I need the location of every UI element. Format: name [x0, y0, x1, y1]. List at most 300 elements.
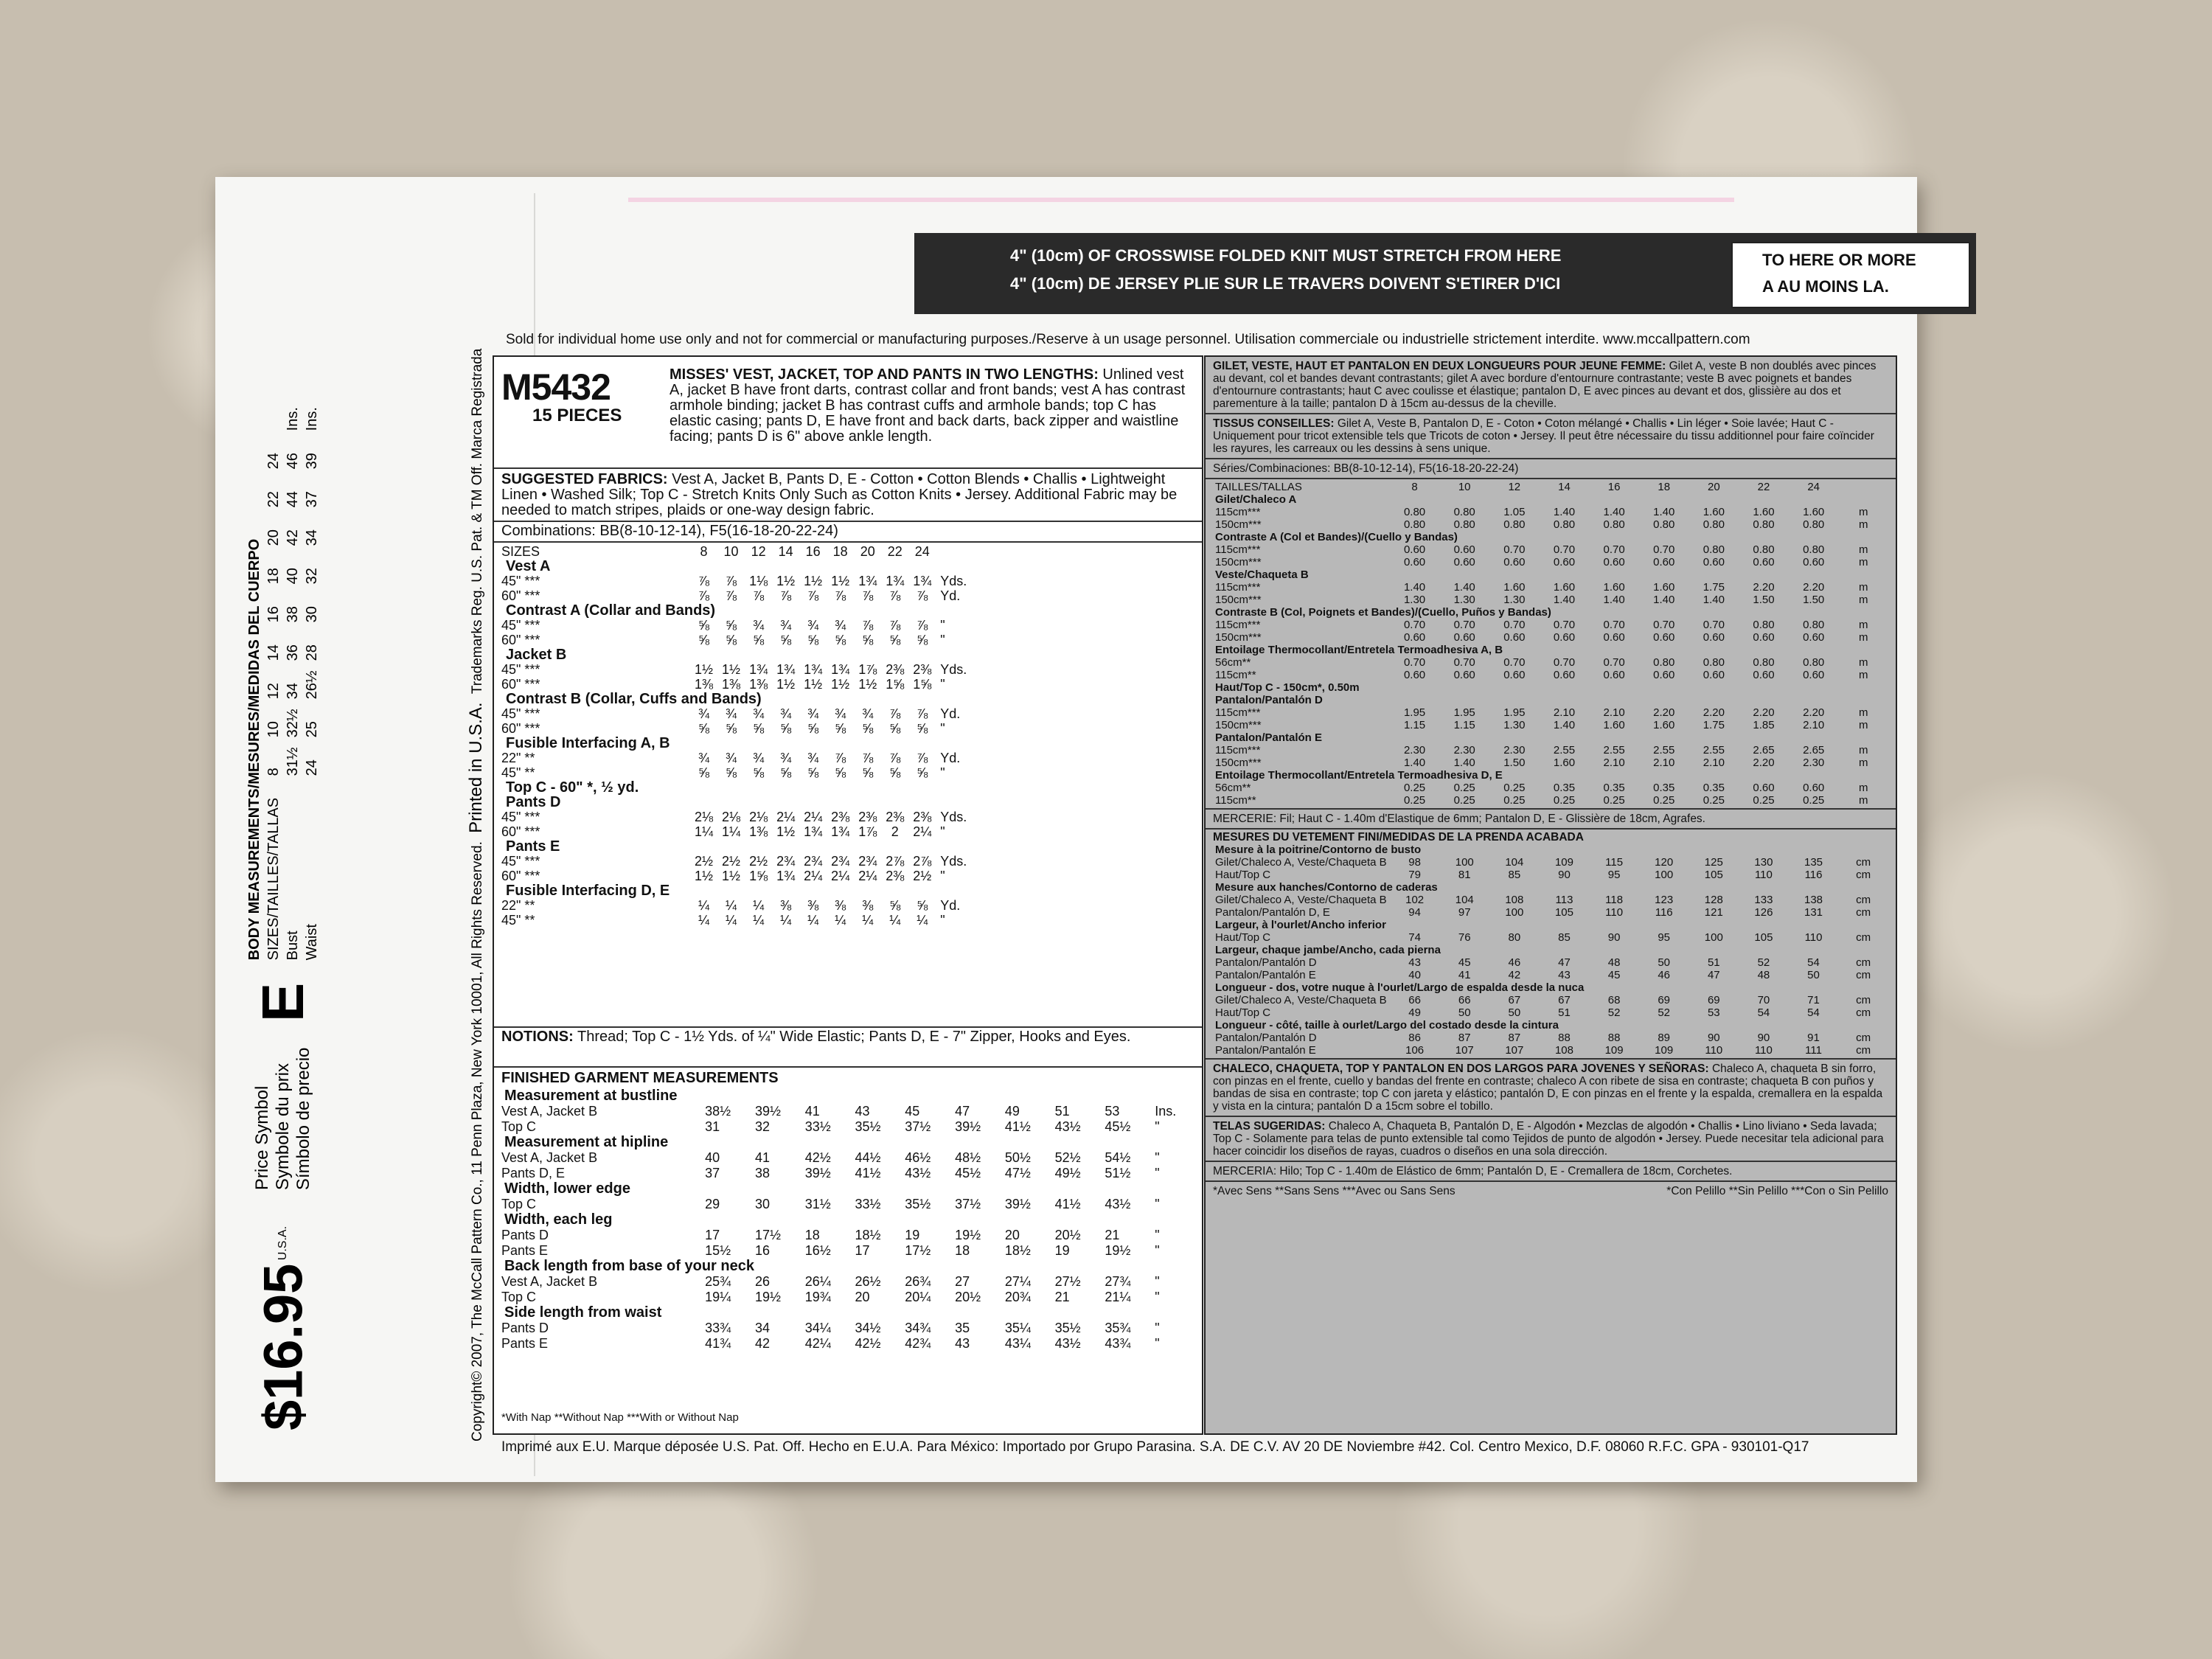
cell-value: 32 [754, 1119, 770, 1134]
group-label: Contrast A (Collar and Bands) [506, 602, 716, 619]
cell-value: 1⅝ [913, 677, 932, 692]
cell-value: ⅝ [780, 633, 792, 647]
cell-value: 0.25 [1453, 794, 1475, 807]
size-header: 12 [1508, 481, 1521, 493]
cell-value: ⅝ [889, 898, 901, 913]
cell-value: 17½ [905, 1243, 931, 1258]
price-symbol-fr: Symbole du prix [273, 1062, 293, 1191]
cell-value: 74 [1408, 931, 1421, 944]
row-unit: m [1858, 556, 1868, 568]
cell-value: ⅝ [780, 765, 792, 780]
table-row [1213, 794, 1888, 807]
table-row [1213, 594, 1888, 606]
cell-value: 107 [1455, 1044, 1474, 1057]
cell-value: ⅞ [862, 751, 874, 765]
cell-value: 1.75 [1703, 719, 1725, 731]
table-row [501, 869, 981, 883]
cell-value: 52 [1757, 956, 1770, 969]
fr-title: GILET, VESTE, HAUT ET PANTALON EN DEUX LONGUEURS POUR JEUNE FEMME: [1213, 360, 1666, 372]
cell-value: 0.70 [1603, 656, 1625, 669]
table-row [501, 913, 981, 928]
row-label: 150cm*** [1215, 631, 1262, 644]
cell-value: 120 [1655, 856, 1674, 869]
body-measure-row [304, 407, 320, 960]
body-measure-value: 14 [265, 644, 282, 661]
group-row [1213, 844, 1888, 856]
group-label: Measurement at hipline [504, 1134, 669, 1150]
cell-value: 0.80 [1703, 518, 1725, 531]
row-label: Pants D [501, 1321, 549, 1335]
fr-nap-note: *Avec Sens **Sans Sens ***Avec ou Sans Sens [1213, 1185, 1455, 1197]
cell-value: 1.40 [1603, 506, 1625, 518]
es-fabrics [1206, 1117, 1896, 1162]
cell-value: 50 [1508, 1006, 1521, 1019]
table-row [1213, 1044, 1888, 1057]
cell-value: 26¼ [804, 1274, 831, 1289]
row-unit: " [940, 677, 945, 692]
cell-value: 1⅜ [695, 677, 714, 692]
cell-value: 1⅜ [749, 677, 768, 692]
size-header: 8 [1411, 481, 1418, 493]
group-row [501, 1135, 1202, 1150]
cell-value: 2.20 [1753, 581, 1775, 594]
cell-value: ⅞ [917, 751, 928, 765]
cell-value: 1.60 [1553, 581, 1576, 594]
cell-value: 35½ [855, 1119, 881, 1134]
cell-value: ⅝ [889, 721, 901, 736]
body-measure-row [265, 431, 282, 960]
group-row [501, 1305, 1202, 1321]
cell-value: 0.60 [1753, 669, 1775, 681]
cell-value: 50 [1807, 969, 1820, 981]
cell-value: 2.10 [1653, 757, 1675, 769]
cell-value: 43¼ [1004, 1336, 1031, 1351]
row-label: Pants E [501, 1243, 549, 1258]
cell-value: 108 [1554, 1044, 1573, 1057]
row-label: Haut/Top C [1215, 1006, 1271, 1019]
body-measure-value: 34 [285, 683, 301, 700]
cell-value: 113 [1555, 894, 1573, 906]
row-unit: m [1858, 757, 1868, 769]
es-desc-text: Chaleco A, chaqueta B sin forro, con pinzas en el frente, cuello y bandas del frente en contraste; chaleco A con ribete de sisa en contraste; chaqueta B con puños y bandas de sisa en contraste; top C con jareta y elástico; pantalón D, E con pinzas en el frente y la espalda, cremallera en la espalda y vista en la cintura; pantalón D a 15cm sobre el tobillo. [1213, 1062, 1883, 1113]
cell-value: 18½ [855, 1228, 881, 1242]
fr-combinations: Séries/Combinaciones: BB(8-10-12-14), F5(16-18-20-22-24) [1206, 459, 1896, 479]
cell-value: 16½ [804, 1243, 831, 1258]
cell-value: 0.25 [1653, 794, 1675, 807]
cell-value: 2.55 [1653, 744, 1675, 757]
row-unit: m [1858, 594, 1868, 606]
cell-value: 0.60 [1553, 556, 1576, 568]
row-unit: Yd. [940, 706, 961, 721]
cell-value: ⅝ [889, 633, 901, 647]
cell-value: 102 [1405, 894, 1425, 906]
cell-value: 1.75 [1703, 581, 1725, 594]
row-label: 60" *** [501, 633, 540, 647]
cell-value: ⅞ [780, 588, 792, 603]
cell-value: 0.60 [1553, 669, 1576, 681]
table-row [501, 765, 981, 780]
cell-value: 76 [1458, 931, 1471, 944]
cell-value: 16 [754, 1243, 770, 1258]
cell-value: 0.60 [1603, 631, 1625, 644]
row-label: 115cm*** [1215, 706, 1261, 719]
row-label: 60" *** [501, 588, 540, 603]
cell-value: 123 [1655, 894, 1674, 906]
cell-value: 0.25 [1803, 794, 1825, 807]
cell-value: 110 [1605, 906, 1624, 919]
cell-value: 2¼ [858, 869, 877, 883]
cell-value: ⅝ [862, 633, 874, 647]
group-row [1213, 769, 1888, 782]
cell-value: 2⅜ [913, 810, 932, 824]
es-nap-note: *Con Pelillo **Sin Pelillo ***Con o Sin Pelillo [1666, 1185, 1888, 1197]
cell-value: 21 [1054, 1290, 1070, 1304]
group-label: Entoilage Thermocollant/Entretela Termoadhesiva A, B [1215, 644, 1503, 656]
cell-value: 0.60 [1403, 556, 1426, 568]
cell-value: 26 [754, 1274, 770, 1289]
cell-value: ⅞ [889, 706, 901, 721]
cell-value: 1.40 [1703, 594, 1725, 606]
cell-value: 71 [1807, 994, 1820, 1006]
cell-value: 46 [1658, 969, 1671, 981]
cell-value: ⅝ [698, 618, 710, 633]
cell-value: 1.60 [1503, 581, 1526, 594]
table-row [1213, 581, 1888, 594]
cell-value: 33½ [855, 1197, 881, 1211]
cell-value: 54 [1757, 1006, 1770, 1019]
row-label: Gilet/Chaleco A, Veste/Chaqueta B [1215, 894, 1387, 906]
cell-value: 46½ [905, 1150, 931, 1165]
cell-value: 87 [1508, 1032, 1521, 1044]
cell-value: 2¼ [913, 824, 932, 839]
fr-finished [1206, 830, 1896, 1060]
cell-value: ¾ [780, 751, 792, 765]
table-row [501, 618, 981, 633]
cell-value: 1.30 [1453, 594, 1475, 606]
cell-value: 86 [1408, 1032, 1421, 1044]
cell-value: ⅜ [862, 898, 874, 913]
cell-value: 2½ [695, 854, 714, 869]
cell-value: 0.25 [1453, 782, 1475, 794]
cell-value: 0.60 [1803, 782, 1825, 794]
cell-value: 109 [1655, 1044, 1674, 1057]
group-label: Mesure aux hanches/Contorno de caderas [1215, 881, 1438, 894]
es-fabrics-text: Chaleco A, Chaqueta B, Pantalón D, E - Algodón • Mezclas de algodón • Challis • Lino liviano • Seda lavada; Top C - Solamente para telas de punto extensible tal como Tejidos de punto de algodón • Jersey. Puede necesitar tela adicional para hacer coincidir los diseños de rayas, cuadros o diseños en una sola dirección. [1213, 1120, 1884, 1158]
cell-value: 19¼ [705, 1290, 731, 1304]
cell-value: ¾ [807, 706, 819, 721]
table-row [501, 633, 981, 647]
cell-value: 85 [1508, 869, 1521, 881]
cell-value: 29 [705, 1197, 720, 1211]
row-unit: m [1858, 631, 1868, 644]
table-row [501, 810, 981, 824]
body-measure-value: 34 [304, 529, 320, 546]
table-row [501, 588, 981, 603]
cell-value: ⅝ [835, 765, 846, 780]
table-row [501, 721, 981, 736]
table-row [501, 1197, 1202, 1212]
group-row [501, 839, 981, 854]
table-row [1213, 782, 1888, 794]
cell-value: 35¼ [1004, 1321, 1031, 1335]
cell-value: 47 [1558, 956, 1571, 969]
cell-value: 42 [1508, 969, 1521, 981]
cell-value: ¾ [698, 706, 710, 721]
cell-value: 0.70 [1553, 543, 1576, 556]
group-label: Vest A [506, 558, 551, 574]
cell-value: 1.95 [1503, 706, 1526, 719]
cell-value: 90 [1607, 931, 1621, 944]
row-unit: Ins. [1155, 1104, 1177, 1119]
cell-value: 2¼ [804, 869, 823, 883]
table-row [1213, 1006, 1888, 1019]
cell-value: 43¾ [1105, 1336, 1131, 1351]
body-measure-label: Bust [285, 931, 301, 961]
cell-value: 0.60 [1503, 556, 1526, 568]
cell-value: ¼ [726, 898, 737, 913]
body-measure-value: 40 [285, 568, 301, 585]
cell-value: ⅞ [889, 588, 901, 603]
cell-value: 109 [1604, 1044, 1624, 1057]
size-header: 10 [1458, 481, 1471, 493]
cell-value: 2.10 [1603, 706, 1625, 719]
size-header: 10 [723, 544, 739, 559]
row-unit: Yds. [940, 854, 967, 869]
row-unit: m [1858, 706, 1868, 719]
cell-value: 17½ [754, 1228, 781, 1242]
body-measure-value: 28 [304, 644, 320, 661]
cell-value: 0.60 [1653, 631, 1675, 644]
cell-value: 2¾ [776, 854, 796, 869]
cell-value: 116 [1804, 869, 1823, 881]
cell-value: 0.35 [1553, 782, 1576, 794]
cell-value: 1.40 [1453, 757, 1475, 769]
cell-value: 33½ [804, 1119, 831, 1134]
group-row [1213, 731, 1888, 744]
cell-value: 0.60 [1403, 669, 1426, 681]
cell-value: 35½ [1054, 1321, 1081, 1335]
fr-description [1206, 357, 1896, 414]
row-label: Haut/Top C [1215, 931, 1271, 944]
cell-value: 85 [1558, 931, 1571, 944]
row-label: Top C [501, 1197, 537, 1211]
cell-value: ¾ [835, 706, 846, 721]
table-row [1213, 744, 1888, 757]
trademarks: Trademarks Reg. U.S. Pat. & TM Off. Marca Registrada [470, 348, 485, 695]
group-label: Pants D [506, 794, 561, 810]
cell-value: 104 [1505, 856, 1524, 869]
group-label: Side length from waist [504, 1304, 662, 1321]
cell-value: 2⅛ [722, 810, 741, 824]
table-row [501, 1321, 1202, 1336]
cell-value: 0.80 [1803, 518, 1825, 531]
body-measure-value: 26½ [304, 670, 320, 700]
body-measure-value: 24 [304, 759, 320, 776]
group-row [501, 603, 981, 618]
cell-value: 1.85 [1753, 719, 1775, 731]
row-unit: m [1858, 656, 1868, 669]
cell-value: 1½ [776, 677, 796, 692]
cell-value: 118 [1605, 894, 1624, 906]
cell-value: ¼ [862, 913, 874, 928]
cell-value: 1½ [695, 869, 714, 883]
row-label: Haut/Top C [1215, 869, 1271, 881]
cell-value: 18 [804, 1228, 820, 1242]
cell-value: ⅝ [726, 721, 737, 736]
row-unit: cm [1856, 931, 1871, 944]
row-unit: Yds. [940, 662, 967, 677]
row-unit: " [1155, 1150, 1160, 1165]
cell-value: 95 [1658, 931, 1671, 944]
cell-value: 42¼ [804, 1336, 831, 1351]
table-row [501, 751, 981, 765]
row-label: 45" *** [501, 810, 540, 824]
cell-value: 39½ [955, 1119, 981, 1134]
cell-value: 0.60 [1703, 556, 1725, 568]
row-label: Vest A, Jacket B [501, 1274, 598, 1289]
body-measure-value: 18 [265, 568, 282, 585]
cell-value: 1.15 [1453, 719, 1475, 731]
cell-value: ⅞ [698, 574, 710, 588]
fr-mercerie: MERCERIE: Fil; Haut C - 1.40m d'Elastique de 6mm; Pantalon D, E - Glissière de 18cm, Agrafes. [1206, 810, 1896, 830]
group-row [501, 795, 981, 810]
size-header: 12 [751, 544, 766, 559]
stretch-line-fr: 4" (10cm) DE JERSEY PLIE SUR LE TRAVERS DOIVENT S'ETIRER D'ICI [1010, 274, 1561, 293]
cell-value: ⅝ [807, 633, 819, 647]
size-header: 14 [1558, 481, 1571, 493]
cell-value: 0.70 [1403, 656, 1426, 669]
cell-value: 50 [1658, 956, 1671, 969]
row-label: 22" ** [501, 898, 535, 913]
cell-value: ⅝ [698, 765, 710, 780]
cell-value: 107 [1505, 1044, 1524, 1057]
cell-value: 2¼ [804, 810, 823, 824]
cell-value: 1.30 [1403, 594, 1426, 606]
row-unit: " [1155, 1119, 1160, 1134]
cell-value: 0.80 [1453, 506, 1475, 518]
cell-value: ⅝ [807, 721, 819, 736]
row-label: 115cm*** [1215, 744, 1261, 757]
cell-value: 2¾ [831, 854, 850, 869]
body-measure-label: Waist [304, 924, 320, 961]
cell-value: 54 [1807, 956, 1820, 969]
cell-value: 51 [1707, 956, 1720, 969]
body-measure-unit: Ins. [304, 407, 320, 431]
cell-value: 26¾ [905, 1274, 931, 1289]
es-merceria: MERCERIA: Hilo; Top C - 1.40m de Elástico de 6mm; Pantalón D, E - Cremallera de 18cm, Corchetes. [1206, 1162, 1896, 1182]
cell-value: 17 [705, 1228, 720, 1242]
cell-value: 33¾ [705, 1321, 731, 1335]
cell-value: 34½ [855, 1321, 881, 1335]
cell-value: 2⅜ [886, 869, 905, 883]
row-label: 56cm** [1215, 656, 1251, 669]
cell-value: 115 [1605, 856, 1624, 869]
body-measure-row [285, 407, 301, 960]
cell-value: 2 [891, 824, 899, 839]
english-column [493, 355, 1203, 1435]
body-measure-value: 16 [265, 606, 282, 623]
fabrics-label: SUGGESTED FABRICS: [501, 471, 668, 487]
row-label: 60" *** [501, 721, 540, 736]
cell-value: 21 [1105, 1228, 1120, 1242]
cell-value: 2.20 [1703, 706, 1725, 719]
cell-value: 31½ [804, 1197, 831, 1211]
cell-value: ¾ [780, 618, 792, 633]
row-unit: m [1858, 744, 1868, 757]
fr-fabrics [1206, 414, 1896, 459]
body-measure-value: 42 [285, 529, 301, 546]
table-row [501, 898, 981, 913]
cell-value: ¾ [698, 751, 710, 765]
body-measure-value: 22 [265, 491, 282, 508]
cell-value: ¼ [753, 913, 765, 928]
cell-value: ⅝ [753, 721, 765, 736]
row-unit: m [1858, 619, 1868, 631]
cell-value: 90 [1707, 1032, 1720, 1044]
cell-value: 0.25 [1403, 794, 1426, 807]
row-unit: Yd. [940, 898, 961, 913]
table-row [1213, 543, 1888, 556]
cell-value: 45 [1607, 969, 1621, 981]
cell-value: 2¼ [776, 810, 796, 824]
row-label: Vest A, Jacket B [501, 1104, 598, 1119]
price-symbol-letter: E [250, 982, 316, 1023]
cell-value: 43½ [1054, 1336, 1081, 1351]
cell-value: 0.60 [1703, 669, 1725, 681]
cell-value: ¾ [807, 751, 819, 765]
cell-value: 40 [705, 1150, 720, 1165]
group-row [1213, 681, 1888, 694]
cell-value: 121 [1704, 906, 1723, 919]
cell-value: 40 [1408, 969, 1421, 981]
cell-value: 34¾ [905, 1321, 931, 1335]
cell-value: 41½ [855, 1166, 881, 1180]
cell-value: 66 [1408, 994, 1421, 1006]
row-label: 45" *** [501, 618, 540, 633]
cell-value: ⅝ [917, 721, 928, 736]
cell-value: 27 [955, 1274, 970, 1289]
row-unit: " [940, 913, 945, 928]
cell-value: 1.50 [1753, 594, 1775, 606]
row-label: 115cm** [1215, 794, 1256, 807]
row-label: 45" *** [501, 706, 540, 721]
group-label: Back length from base of your neck [504, 1258, 754, 1274]
fr-es-nap-notes [1206, 1182, 1896, 1200]
cell-value: 20¾ [1004, 1290, 1031, 1304]
cell-value: 110 [1754, 1044, 1773, 1057]
cell-value: 0.70 [1503, 656, 1526, 669]
cell-value: 0.70 [1503, 619, 1526, 631]
cell-value: 41 [804, 1104, 820, 1119]
cell-value: 128 [1704, 894, 1723, 906]
row-label: 150cm*** [1215, 556, 1262, 568]
cell-value: 1½ [858, 677, 877, 692]
cell-value: 19½ [1105, 1243, 1131, 1258]
cell-value: 105 [1704, 869, 1723, 881]
cell-value: 1¾ [831, 824, 850, 839]
size-header: 20 [860, 544, 875, 559]
table-row [501, 1150, 1202, 1166]
body-measurements-title: BODY MEASUREMENTS/MESURES/MEDIDAS DEL CUERPO [246, 538, 262, 961]
cell-value: ⅞ [917, 706, 928, 721]
cell-value: 17 [855, 1243, 870, 1258]
cell-value: 1½ [722, 662, 741, 677]
table-row [501, 662, 981, 677]
cell-value: ⅝ [726, 618, 737, 633]
cell-value: 41¾ [705, 1336, 731, 1351]
cell-value: ¼ [753, 898, 765, 913]
cell-value: 2.20 [1753, 757, 1775, 769]
